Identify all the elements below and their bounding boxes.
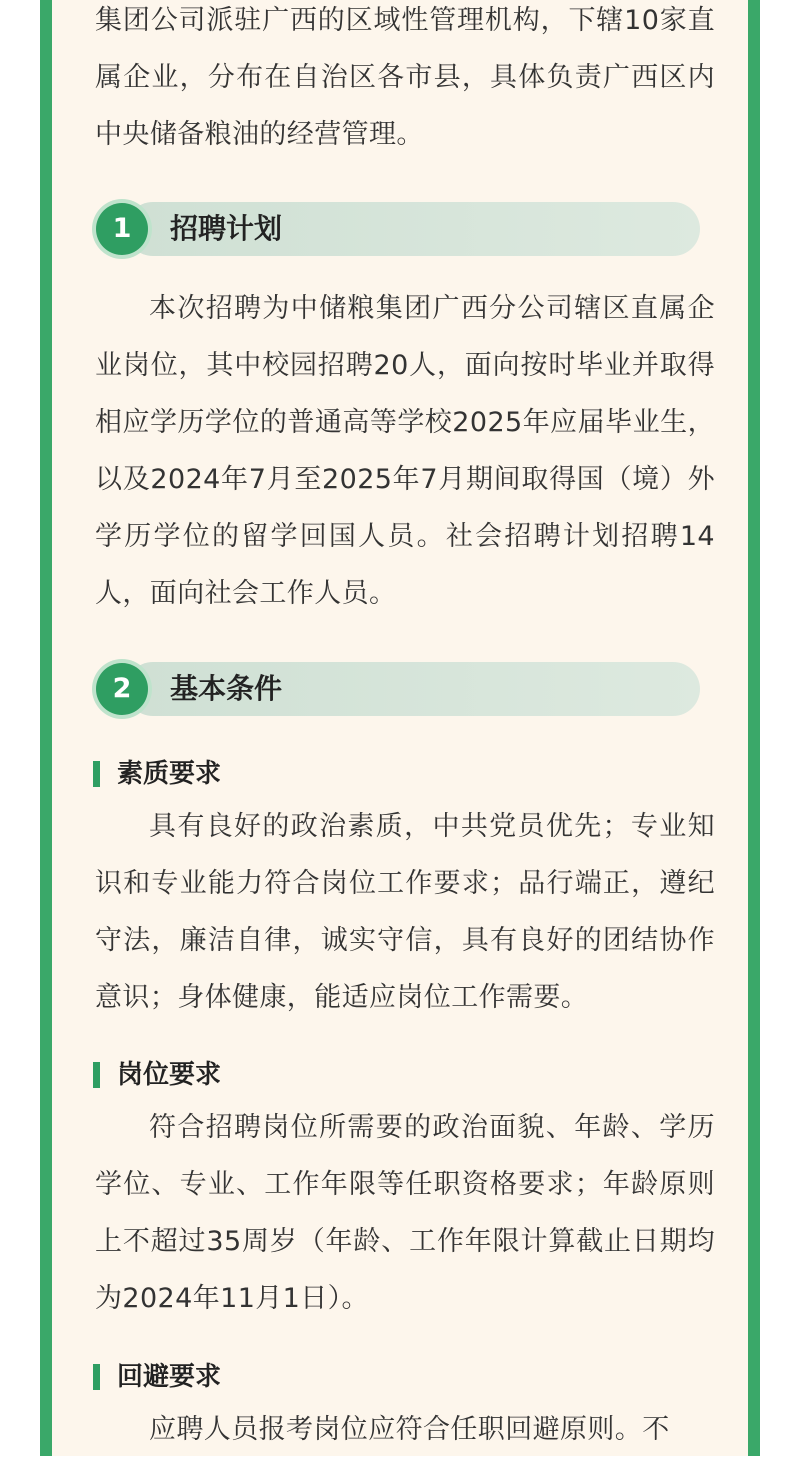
section-header-basic-conditions — [96, 662, 700, 716]
quality-requirements-paragraph: 具有良好的政治素质，中共党员优先；专业知识和专业能力符合岗位工作要求；品行端正，遵纪守法，廉洁自律，诚实守信，具有良好的团结协作意识；身体健康，能适应岗位工作需要。 — [95, 811, 715, 1013]
intro-paragraph: 集团公司派驻广西的区域性管理机构，下辖10家直属企业，分布在自治区各市县，具体负责广西区内中央储备粮油的经营管理。 — [95, 5, 715, 150]
section-number-badge: 1 — [96, 203, 148, 255]
section-title: 基本条件 — [170, 672, 283, 705]
avoidance-requirements-paragraph: 应聘人员报考岗位应符合任职回避原则。不 — [149, 1414, 670, 1445]
recruitment-plan-paragraph: 本次招聘为中储粮集团广西分公司辖区直属企业岗位，其中校园招聘20人，面向按时毕业并取得相应学历学位的普通高等学校2025年应届毕业生，以及2024年7月至2025年7月期间取得国（境）外学历学位的留学回国人员。社会招聘计划招聘14人，面向社会工作人员。 — [95, 293, 715, 609]
section-title: 招聘计划 — [170, 212, 283, 245]
subsection-marker — [93, 1062, 100, 1088]
subsection-title: 素质要求 — [117, 759, 222, 789]
bottom-edge — [0, 1456, 800, 1462]
subsection-marker — [93, 761, 100, 787]
page-frame — [40, 0, 760, 1456]
subsection-title: 回避要求 — [117, 1362, 222, 1392]
section-header-recruitment-plan — [96, 202, 700, 256]
subsection-title: 岗位要求 — [117, 1060, 222, 1090]
subsection-marker — [93, 1364, 100, 1390]
content-panel — [52, 0, 748, 1456]
section-number-badge: 2 — [96, 663, 148, 715]
position-requirements-paragraph: 符合招聘岗位所需要的政治面貌、年龄、学历学位、专业、工作年限等任职资格要求；年龄原则上不超过35周岁（年龄、工作年限计算截止日期均为2024年11月1日）。 — [95, 1112, 715, 1314]
